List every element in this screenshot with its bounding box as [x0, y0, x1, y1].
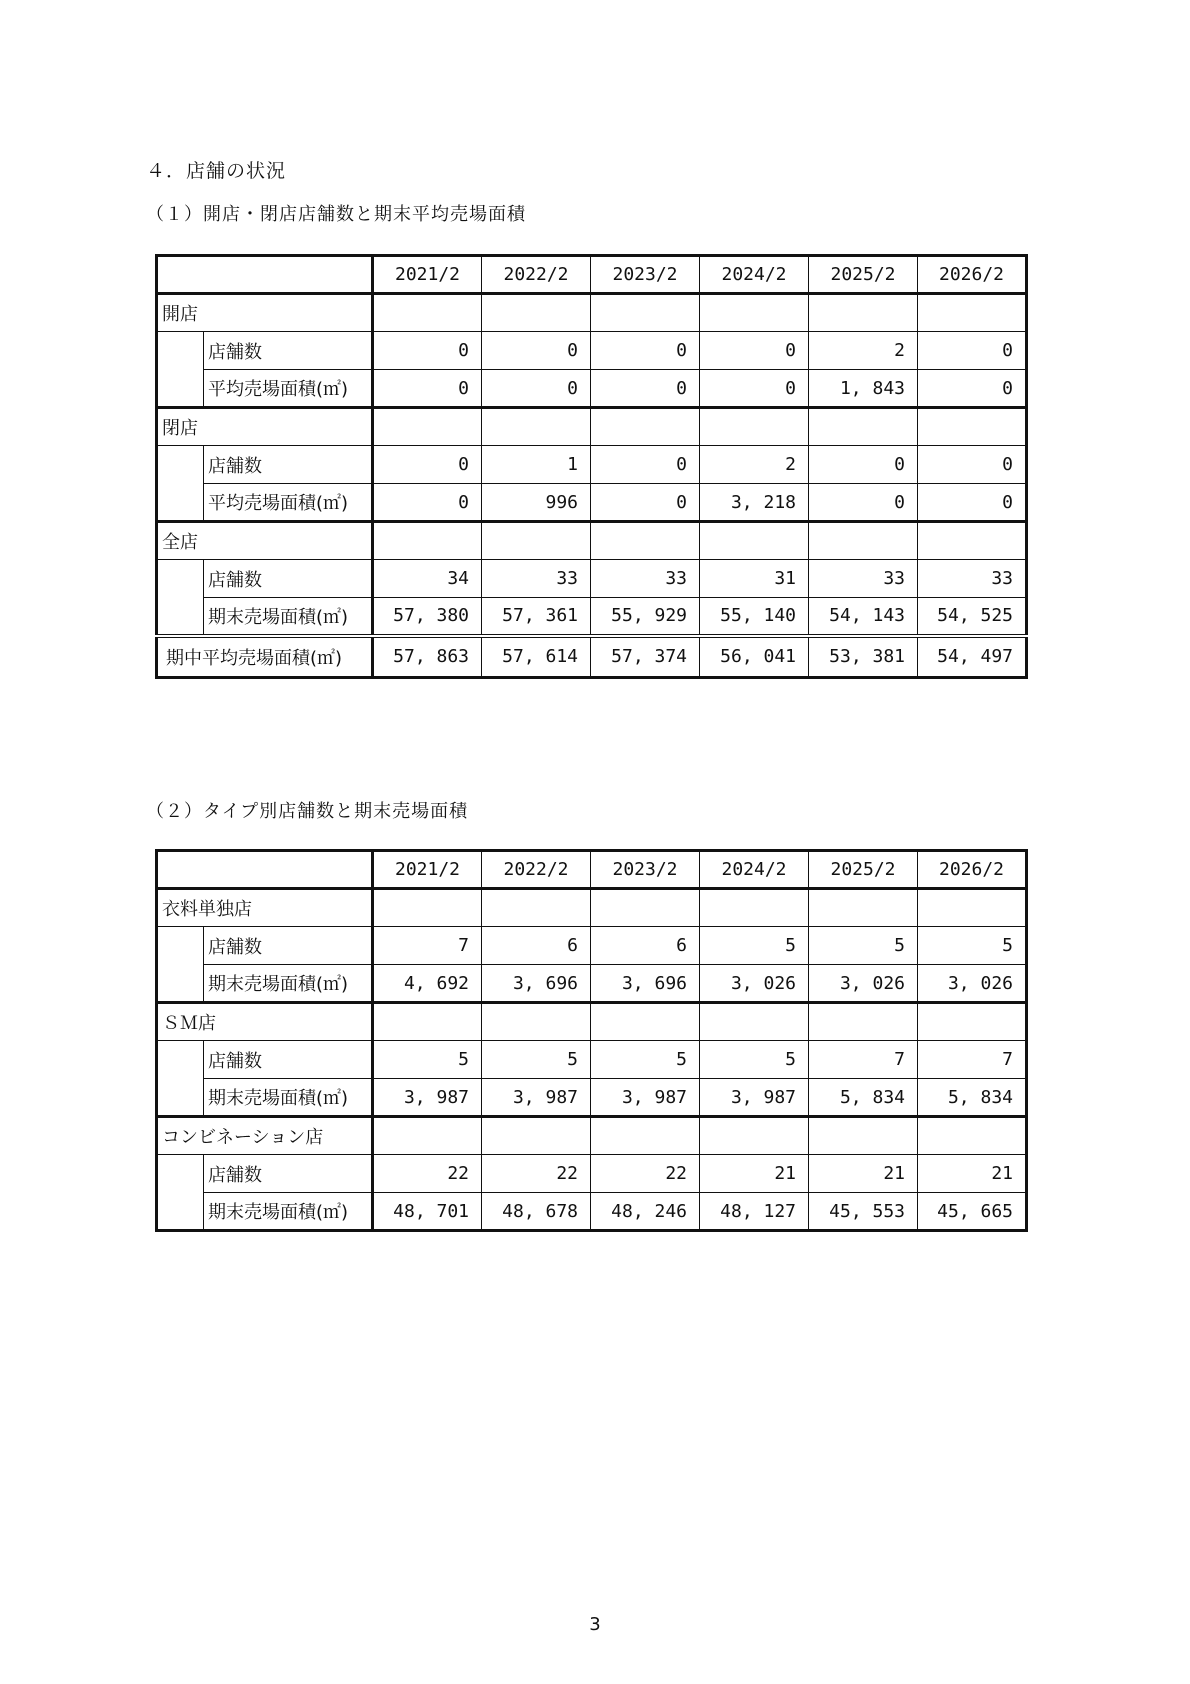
- row-label: 店舗数: [204, 1041, 373, 1079]
- value-cell: 5, 834: [918, 1079, 1027, 1117]
- empty-cell: [700, 408, 809, 446]
- value-cell: 1: [482, 446, 591, 484]
- table-row: [157, 598, 1027, 636]
- value-cell: 4, 692: [373, 965, 482, 1003]
- year-header: 2022/2: [482, 851, 591, 889]
- indent-cell: [157, 1041, 204, 1079]
- value-cell: 33: [809, 560, 918, 598]
- empty-cell: [918, 889, 1027, 927]
- year-header: 2026/2: [918, 851, 1027, 889]
- value-cell: 48, 246: [591, 1193, 700, 1231]
- total-value-cell: 56, 041: [700, 636, 809, 678]
- table1-title: （１）開店・閉店店舗数と期末平均売場面積: [146, 204, 526, 225]
- table-row: [157, 560, 1027, 598]
- value-cell: 3, 987: [373, 1079, 482, 1117]
- value-cell: 5: [700, 927, 809, 965]
- indent-cell: [157, 965, 204, 1003]
- empty-cell: [700, 889, 809, 927]
- indent-cell: [157, 598, 204, 636]
- year-header: 2022/2: [482, 256, 591, 294]
- empty-cell: [809, 522, 918, 560]
- header-blank-cell: [157, 256, 373, 294]
- value-cell: 22: [591, 1155, 700, 1193]
- row-label: 期末売場面積(㎡): [204, 965, 373, 1003]
- indent-cell: [157, 446, 204, 484]
- value-cell: 57, 380: [373, 598, 482, 636]
- table-row: [157, 1193, 1027, 1231]
- group-row: [157, 408, 1027, 446]
- indent-cell: [157, 332, 204, 370]
- value-cell: 5: [700, 1041, 809, 1079]
- empty-cell: [918, 522, 1027, 560]
- header-row: [157, 256, 1027, 294]
- value-cell: 0: [809, 446, 918, 484]
- value-cell: 3, 696: [482, 965, 591, 1003]
- empty-cell: [591, 889, 700, 927]
- table-row: [157, 370, 1027, 408]
- table-row: [157, 484, 1027, 522]
- header-row: [157, 851, 1027, 889]
- group-label: コンビネーション店: [157, 1117, 373, 1155]
- value-cell: 22: [373, 1155, 482, 1193]
- group-label: 閉店: [157, 408, 373, 446]
- value-cell: 48, 678: [482, 1193, 591, 1231]
- value-cell: 48, 127: [700, 1193, 809, 1231]
- total-value-cell: 57, 614: [482, 636, 591, 678]
- row-label: 期末売場面積(㎡): [204, 1079, 373, 1117]
- table-row: [157, 1041, 1027, 1079]
- value-cell: 3, 696: [591, 965, 700, 1003]
- empty-cell: [591, 522, 700, 560]
- group-row: [157, 1003, 1027, 1041]
- empty-cell: [809, 294, 918, 332]
- empty-cell: [482, 1117, 591, 1155]
- value-cell: 21: [809, 1155, 918, 1193]
- group-label: ＳＭ店: [157, 1003, 373, 1041]
- group-row: [157, 522, 1027, 560]
- value-cell: 7: [809, 1041, 918, 1079]
- empty-cell: [373, 1003, 482, 1041]
- value-cell: 5: [809, 927, 918, 965]
- value-cell: 0: [591, 484, 700, 522]
- value-cell: 5: [482, 1041, 591, 1079]
- empty-cell: [809, 408, 918, 446]
- table2-title: （２）タイプ別店舗数と期末売場面積: [146, 801, 469, 822]
- value-cell: 0: [918, 370, 1027, 408]
- row-label: 店舗数: [204, 1155, 373, 1193]
- empty-cell: [809, 1117, 918, 1155]
- value-cell: 6: [482, 927, 591, 965]
- table-row: [157, 965, 1027, 1003]
- indent-cell: [157, 370, 204, 408]
- row-label: 期末売場面積(㎡): [204, 598, 373, 636]
- year-header: 2024/2: [700, 256, 809, 294]
- year-header: 2023/2: [591, 851, 700, 889]
- empty-cell: [373, 1117, 482, 1155]
- total-label: 期中平均売場面積(㎡): [157, 636, 373, 678]
- value-cell: 3, 026: [700, 965, 809, 1003]
- value-cell: 0: [482, 370, 591, 408]
- empty-cell: [482, 522, 591, 560]
- empty-cell: [591, 1003, 700, 1041]
- value-cell: 6: [591, 927, 700, 965]
- value-cell: 5, 834: [809, 1079, 918, 1117]
- value-cell: 0: [373, 370, 482, 408]
- value-cell: 5: [373, 1041, 482, 1079]
- group-label: 開店: [157, 294, 373, 332]
- header-blank-cell: [157, 851, 373, 889]
- empty-cell: [482, 889, 591, 927]
- table-row: [157, 927, 1027, 965]
- value-cell: 57, 361: [482, 598, 591, 636]
- value-cell: 3, 026: [809, 965, 918, 1003]
- value-cell: 0: [918, 446, 1027, 484]
- empty-cell: [700, 522, 809, 560]
- group-label: 全店: [157, 522, 373, 560]
- value-cell: 0: [373, 446, 482, 484]
- indent-cell: [157, 484, 204, 522]
- empty-cell: [373, 408, 482, 446]
- value-cell: 33: [918, 560, 1027, 598]
- value-cell: 54, 143: [809, 598, 918, 636]
- value-cell: 21: [700, 1155, 809, 1193]
- value-cell: 2: [809, 332, 918, 370]
- store-open-close-table: [155, 254, 1028, 679]
- empty-cell: [918, 1117, 1027, 1155]
- value-cell: 55, 929: [591, 598, 700, 636]
- year-header: 2025/2: [809, 256, 918, 294]
- table-row: [157, 1079, 1027, 1117]
- value-cell: 5: [918, 927, 1027, 965]
- year-header: 2023/2: [591, 256, 700, 294]
- value-cell: 0: [591, 332, 700, 370]
- empty-cell: [482, 294, 591, 332]
- empty-cell: [700, 1003, 809, 1041]
- value-cell: 21: [918, 1155, 1027, 1193]
- value-cell: 0: [809, 484, 918, 522]
- page-number: 3: [589, 1614, 601, 1635]
- table-row: [157, 332, 1027, 370]
- value-cell: 3, 987: [700, 1079, 809, 1117]
- value-cell: 0: [482, 332, 591, 370]
- value-cell: 0: [373, 332, 482, 370]
- empty-cell: [918, 408, 1027, 446]
- year-header: 2021/2: [373, 256, 482, 294]
- value-cell: 45, 665: [918, 1193, 1027, 1231]
- year-header: 2024/2: [700, 851, 809, 889]
- row-label: 店舗数: [204, 927, 373, 965]
- year-header: 2026/2: [918, 256, 1027, 294]
- value-cell: 0: [591, 446, 700, 484]
- empty-cell: [373, 294, 482, 332]
- empty-cell: [373, 522, 482, 560]
- group-label: 衣料単独店: [157, 889, 373, 927]
- empty-cell: [482, 408, 591, 446]
- value-cell: 33: [482, 560, 591, 598]
- value-cell: 33: [591, 560, 700, 598]
- value-cell: 55, 140: [700, 598, 809, 636]
- total-value-cell: 57, 863: [373, 636, 482, 678]
- value-cell: 0: [918, 484, 1027, 522]
- row-label: 平均売場面積(㎡): [204, 484, 373, 522]
- row-label: 平均売場面積(㎡): [204, 370, 373, 408]
- empty-cell: [591, 1117, 700, 1155]
- empty-cell: [809, 1003, 918, 1041]
- indent-cell: [157, 1079, 204, 1117]
- value-cell: 48, 701: [373, 1193, 482, 1231]
- value-cell: 5: [591, 1041, 700, 1079]
- empty-cell: [918, 294, 1027, 332]
- store-type-table: [155, 849, 1028, 1232]
- total-value-cell: 53, 381: [809, 636, 918, 678]
- value-cell: 0: [700, 332, 809, 370]
- group-row: [157, 889, 1027, 927]
- indent-cell: [157, 927, 204, 965]
- section-title: ４．店舗の状況: [146, 160, 287, 182]
- value-cell: 0: [700, 370, 809, 408]
- row-label: 店舗数: [204, 446, 373, 484]
- value-cell: 45, 553: [809, 1193, 918, 1231]
- total-row: [157, 636, 1027, 678]
- total-value-cell: 57, 374: [591, 636, 700, 678]
- empty-cell: [700, 1117, 809, 1155]
- year-header: 2025/2: [809, 851, 918, 889]
- indent-cell: [157, 1155, 204, 1193]
- value-cell: 3, 987: [591, 1079, 700, 1117]
- row-label: 店舗数: [204, 560, 373, 598]
- table-row: [157, 446, 1027, 484]
- value-cell: 7: [918, 1041, 1027, 1079]
- row-label: 店舗数: [204, 332, 373, 370]
- value-cell: 3, 987: [482, 1079, 591, 1117]
- value-cell: 0: [918, 332, 1027, 370]
- value-cell: 0: [591, 370, 700, 408]
- empty-cell: [373, 889, 482, 927]
- empty-cell: [809, 889, 918, 927]
- row-label: 期末売場面積(㎡): [204, 1193, 373, 1231]
- empty-cell: [591, 408, 700, 446]
- value-cell: 3, 218: [700, 484, 809, 522]
- value-cell: 996: [482, 484, 591, 522]
- value-cell: 31: [700, 560, 809, 598]
- value-cell: 7: [373, 927, 482, 965]
- empty-cell: [700, 294, 809, 332]
- value-cell: 0: [373, 484, 482, 522]
- year-header: 2021/2: [373, 851, 482, 889]
- value-cell: 22: [482, 1155, 591, 1193]
- group-row: [157, 1117, 1027, 1155]
- empty-cell: [482, 1003, 591, 1041]
- group-row: [157, 294, 1027, 332]
- empty-cell: [918, 1003, 1027, 1041]
- empty-cell: [591, 294, 700, 332]
- indent-cell: [157, 1193, 204, 1231]
- value-cell: 2: [700, 446, 809, 484]
- total-value-cell: 54, 497: [918, 636, 1027, 678]
- table-row: [157, 1155, 1027, 1193]
- value-cell: 34: [373, 560, 482, 598]
- value-cell: 1, 843: [809, 370, 918, 408]
- indent-cell: [157, 560, 204, 598]
- value-cell: 3, 026: [918, 965, 1027, 1003]
- value-cell: 54, 525: [918, 598, 1027, 636]
